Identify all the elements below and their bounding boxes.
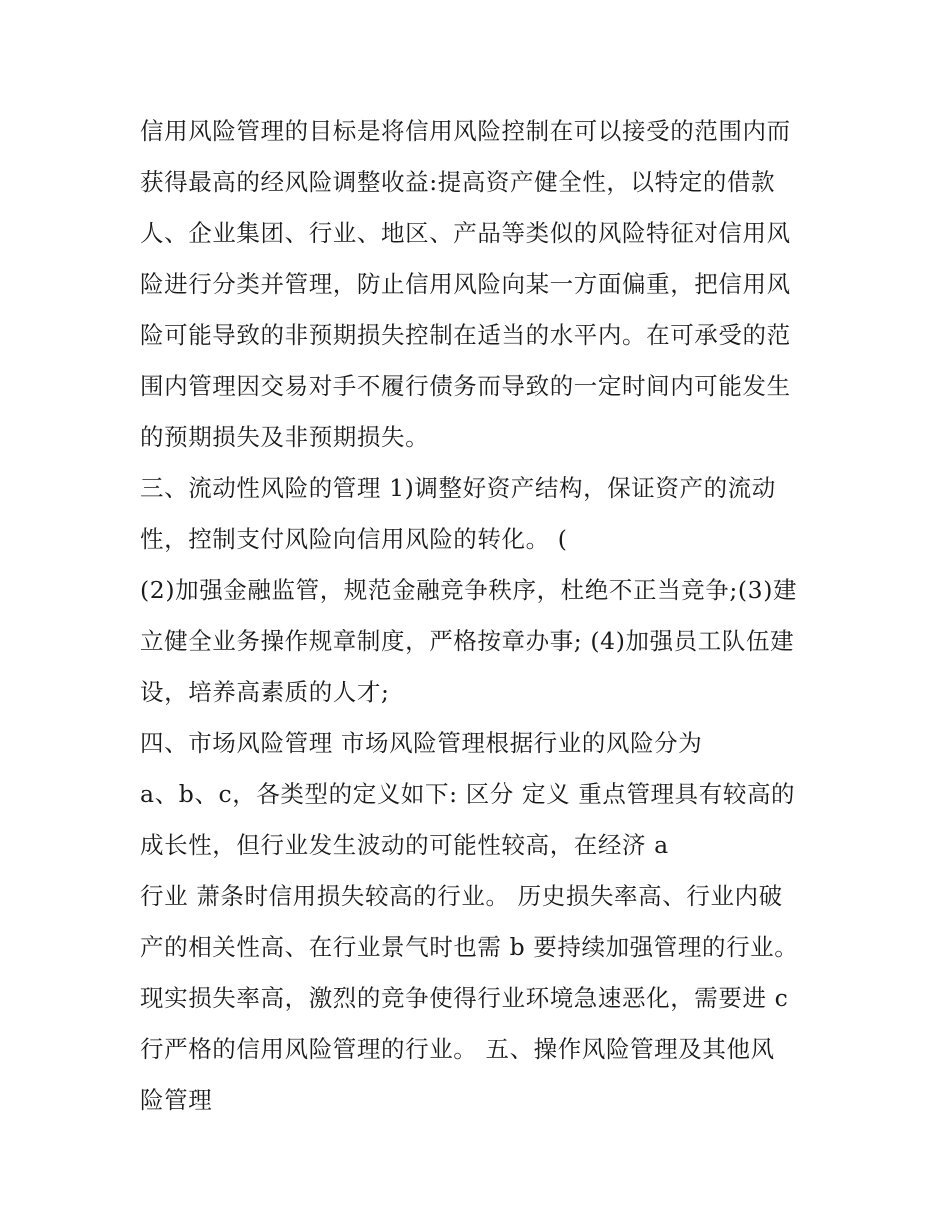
text-line: 立健全业务操作规章制度，严格按章办事; (4)加强员工队伍建: [140, 627, 795, 655]
text-line: 险进行分类并管理，防止信用风险向某一方面偏重，把信用风: [140, 270, 791, 298]
text-line: 设，培养高素质的人才;: [140, 678, 390, 706]
text-line: 获得最高的经风险调整收益:提高资产健全性，以特定的借款: [140, 168, 776, 196]
text-line: (2)加强金融监管，规范金融竞争秩序，杜绝不正当竞争;(3)建: [140, 576, 798, 604]
text-line: 人、企业集团、行业、地区、产品等类似的风险特征对信用风: [140, 219, 791, 247]
section-heading-line: 三、流动性风险的管理 1)调整好资产结构，保证资产的流动: [140, 474, 776, 502]
text-line: 成长性，但行业发生波动的可能性较高，在经济 a: [140, 831, 669, 859]
text-line: 险管理: [140, 1086, 213, 1114]
text-line: 现实损失率高，激烈的竞争使得行业环境急速恶化，需要进 c: [140, 984, 789, 1012]
text-line: 险可能导致的非预期损失控制在适当的水平内。在可承受的范: [140, 321, 791, 349]
text-line: 围内管理因交易对手不履行债务而导致的一定时间内可能发生: [140, 372, 791, 400]
text-line: a、b、c，各类型的定义如下: 区分 定义 重点管理具有较高的: [140, 780, 796, 808]
text-line: 产的相关性高、在行业景气时也需 b 要持续加强管理的行业。: [140, 933, 799, 961]
text-line: 行业 萧条时信用损失较高的行业。 历史损失率高、行业内破: [140, 882, 783, 910]
text-line: 性，控制支付风险向信用风险的转化。 (: [140, 525, 568, 553]
document-body: [140, 106, 820, 1126]
text-line: 信用风险管理的目标是将信用风险控制在可以接受的范围内而: [140, 117, 791, 145]
section-heading-line: 四、市场风险管理 市场风险管理根据行业的风险分为: [140, 729, 703, 757]
text-line: 的预期损失及非预期损失。: [140, 423, 430, 451]
text-line: 行严格的信用风险管理的行业。 五、操作风险管理及其他风: [140, 1035, 775, 1063]
